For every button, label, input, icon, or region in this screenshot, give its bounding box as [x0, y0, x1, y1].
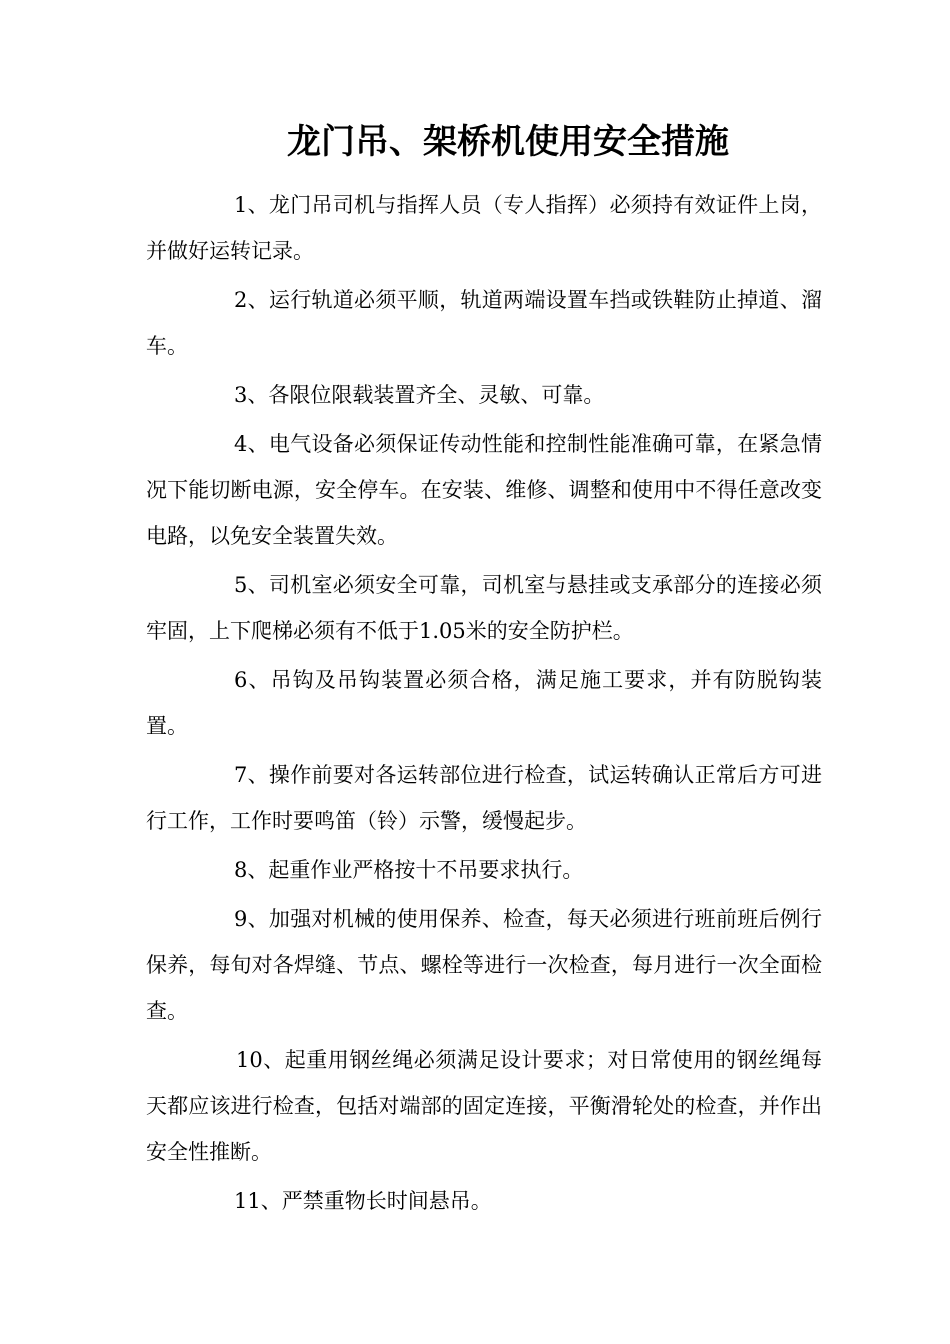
paragraph-3: 3、各限位限载装置齐全、灵敏、可靠。	[234, 383, 605, 407]
paragraph-8: 8、起重作业严格按十不吊要求执行。	[234, 858, 584, 882]
paragraph-9: 9、加强对机械的使用保养、检查，每天必须进行班前班后例行保养，每旬对各焊缝、节点、螺栓等进行一次检查，每月进行一次全面检查。	[146, 907, 822, 1023]
paragraph-11: 11、严禁重物长时间悬吊。	[234, 1189, 492, 1213]
document-title: 龙门吊、架桥机使用安全措施	[287, 122, 729, 162]
paragraph-4: 4、电气设备必须保证传动性能和控制性能准确可靠，在紧急情况下能切断电源，安全停车。在安装、维修、调整和使用中不得任意改变电路，以免安全装置失效。	[146, 432, 822, 548]
paragraph-6: 6、吊钩及吊钩装置必须合格，满足施工要求，并有防脱钩装置。	[146, 668, 822, 738]
paragraph-5: 5、司机室必须安全可靠，司机室与悬挂或支承部分的连接必须牢固，上下爬梯必须有不低于1.05米的安全防护栏。	[146, 573, 822, 643]
paragraph-7: 7、操作前要对各运转部位进行检查，试运转确认正常后方可进行工作，工作时要鸣笛（铃）示警，缓慢起步。	[146, 763, 822, 833]
paragraph-2: 2、运行轨道必须平顺，轨道两端设置车挡或铁鞋防止掉道、溜车。	[146, 288, 822, 358]
paragraph-10: 10、起重用钢丝绳必须满足设计要求；对日常使用的钢丝绳每天都应该进行检查，包括对端部的固定连接，平衡滑轮处的检查，并作出安全性推断。	[146, 1048, 822, 1164]
document-body	[146, 182, 822, 1227]
paragraph-1: 1、龙门吊司机与指挥人员（专人指挥）必须持有效证件上岗，并做好运转记录。	[146, 193, 822, 263]
